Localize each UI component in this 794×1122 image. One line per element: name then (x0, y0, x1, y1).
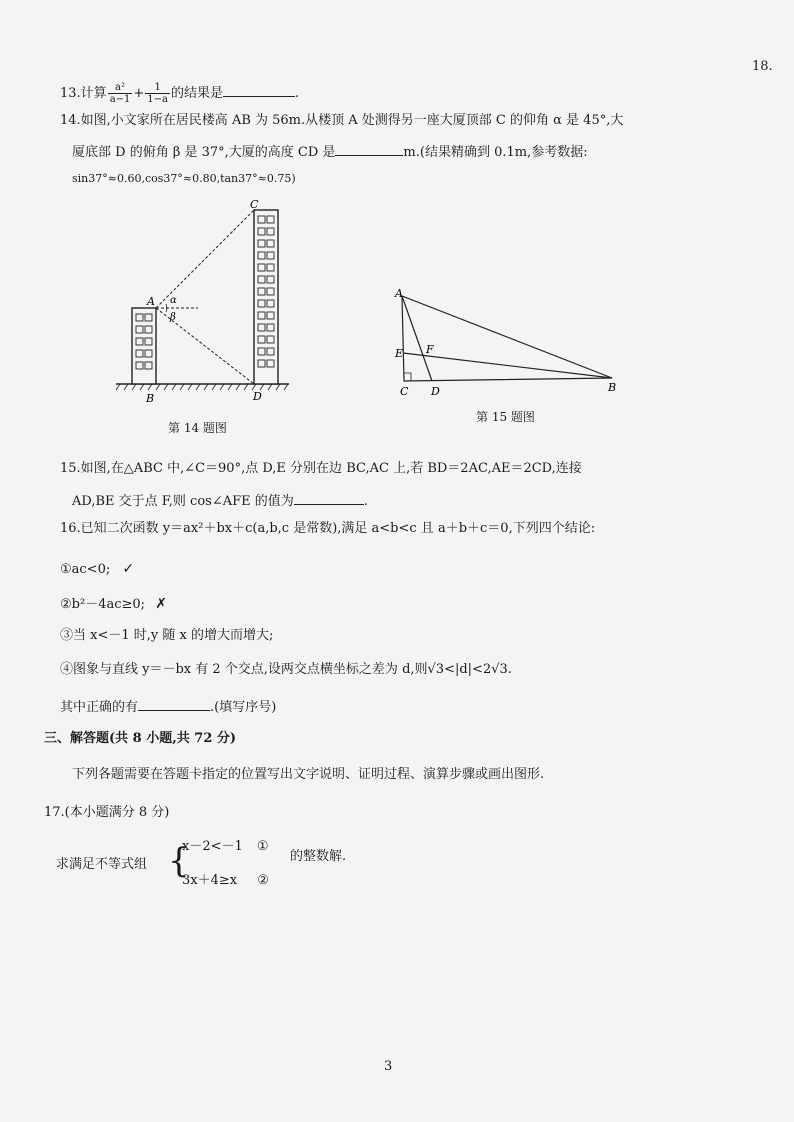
q13-frac1-numerator: a² (108, 82, 133, 94)
q16-c2-cross-mark: ✗ (155, 596, 167, 612)
figure-15 (402, 296, 612, 381)
q15-line-1: 15.如图,在△ABC 中,∠C＝90°,点 D,E 分别在边 BC,AC 上,若 BD＝2AC,AE＝2CD,连接 (60, 461, 582, 476)
q13-plus: + (133, 86, 145, 101)
fig14-label-d: D (253, 390, 262, 403)
fig14-label-alpha: α (170, 295, 177, 306)
fig14-ground-hatch (116, 384, 288, 390)
q15-answer-blank[interactable] (294, 490, 364, 505)
fig14-building-cd (254, 210, 278, 384)
q13-fraction-2 (145, 82, 170, 105)
q13-fraction-1 (108, 82, 133, 105)
q15-line-2 (72, 490, 368, 511)
q16-c2-text: ②b²－4ac≥0; (60, 597, 146, 612)
q16-c1-check-mark: ✓ (122, 561, 135, 577)
fig15-label-d: D (431, 385, 440, 398)
fig14-label-beta: β (170, 312, 176, 323)
fig15-label-c: C (400, 385, 409, 398)
fig14-caption: 第 14 题图 (168, 421, 227, 435)
q14-line-2a: 厦底部 D 的俯角 β 是 37°,大厦的高度 CD 是 (72, 145, 336, 160)
q16-conclusion-2 (60, 595, 167, 614)
q14-line-3: sin37°≈0.60,cos37°≈0.80,tan37°≈0.75) (72, 172, 296, 185)
fig15-label-e: E (395, 347, 404, 360)
q16-conclusion-4: ④图象与直线 y＝－bx 有 2 个交点,设两交点横坐标之差为 d,则√3<|d|<2√3. (60, 662, 512, 677)
q17-ineq2-number: ② (257, 873, 269, 888)
q13-frac2-numerator: 1 (145, 82, 170, 94)
q13-prefix: 13.计算 (60, 86, 107, 101)
q14-line-2 (72, 141, 588, 162)
q17-ineq1-text: x－2<－1 (182, 839, 243, 854)
q15-line-2a: AD,BE 交于点 F,则 cos∠AFE 的值为 (72, 494, 294, 509)
q16-conclusion-3: ③当 x<－1 时,y 随 x 的增大而增大; (60, 628, 274, 643)
q17-inequality-2 (182, 872, 269, 890)
q17-left-brace: { (168, 841, 190, 881)
fig15-label-f: F (426, 343, 434, 356)
q13-answer-blank[interactable] (223, 82, 295, 97)
q15-line-2b: . (363, 494, 368, 509)
q17-prefix: 求满足不等式组 (56, 857, 148, 872)
section-3-title: 三、解答题(共 8 小题,共 72 分) (44, 731, 237, 746)
q16-answer-line (60, 696, 276, 717)
q16-line-1: 16.已知二次函数 y＝ax²＋bx＋c(a,b,c 是常数),满足 a<b<c 且 a＋b＋c＝0,下列四个结论: (60, 521, 596, 536)
fig15-label-a: A (395, 287, 403, 300)
q16-c1-text: ①ac<0; (60, 562, 111, 577)
q14-line-1: 14.如图,小文家所在居民楼高 AB 为 56m.从楼顶 A 处测得另一座大厦顶部 C 的仰角 α 是 45°,大 (60, 113, 624, 128)
fig14-building-ab (132, 308, 156, 384)
q13-end: . (295, 86, 300, 101)
q13-frac2-denominator: 1−a (147, 94, 168, 105)
q17-header: 17.(本小题满分 8 分) (44, 805, 170, 820)
fig15-caption: 第 15 题图 (476, 410, 535, 424)
figure-15-labels (394, 287, 616, 398)
q17-suffix: 的整数解. (290, 849, 347, 864)
fig15-label-b: B (608, 381, 617, 394)
fig15-triangle-abc (402, 296, 612, 381)
q13-suffix: 的结果是 (171, 86, 224, 101)
q14-answer-blank[interactable] (335, 141, 403, 156)
question-13 (60, 82, 299, 105)
q17-ineq2-text: 3x＋4≥x (182, 873, 238, 888)
q16-answer-prefix: 其中正确的有 (60, 700, 139, 715)
page-number: 3 (384, 1059, 393, 1074)
fig14-label-b: B (146, 392, 155, 405)
figure-14 (116, 198, 289, 405)
q16-answer-blank[interactable] (138, 696, 210, 711)
fig15-right-angle (404, 373, 411, 381)
fig14-label-a: A (147, 295, 155, 308)
figures-svg (0, 195, 794, 435)
q16-answer-suffix: .(填写序号) (210, 700, 277, 715)
q17-ineq1-number: ① (256, 839, 269, 854)
fig15-segment-ad (402, 296, 432, 381)
corner-mark: 18. (752, 59, 773, 74)
fig14-label-c: C (250, 198, 259, 211)
section-3-description: 下列各题需要在答题卡指定的位置写出文字说明、证明过程、演算步骤或画出图形. (72, 767, 545, 782)
q17-inequality-1 (182, 838, 269, 856)
q14-line-2b: m.(结果精确到 0.1m,参考数据: (403, 145, 588, 160)
q16-conclusion-1 (60, 560, 134, 579)
q13-frac1-denominator: a−1 (109, 94, 131, 105)
